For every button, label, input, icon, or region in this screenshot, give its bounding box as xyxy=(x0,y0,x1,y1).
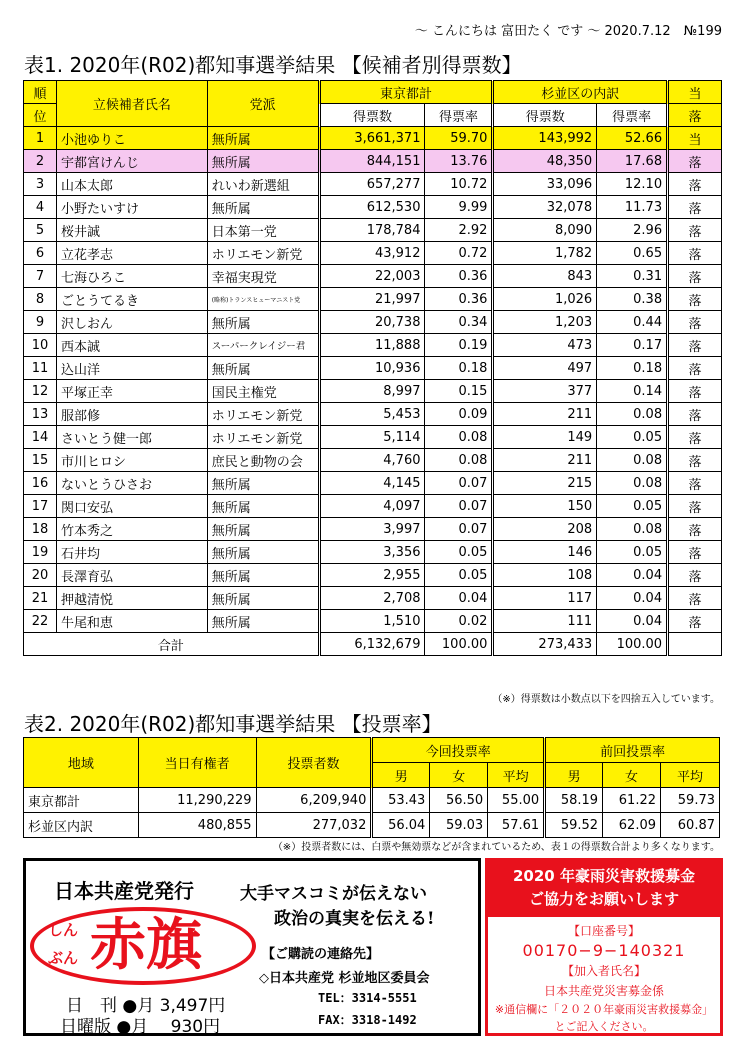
suginami-votes-cell: 117 xyxy=(493,587,597,610)
party-cell: 無所属 xyxy=(207,196,319,219)
tokyo-votes-cell: 178,784 xyxy=(319,219,425,242)
candidate-row xyxy=(24,127,722,150)
rank-cell: 11 xyxy=(24,357,57,380)
previous-female-cell: 61.22 xyxy=(603,788,661,813)
result-cell: 当 xyxy=(668,127,722,150)
rank-cell: 13 xyxy=(24,403,57,426)
tokyo-votes-cell: 844,151 xyxy=(319,150,425,173)
suginami-rate-cell: 0.05 xyxy=(597,541,668,564)
rank-cell: 10 xyxy=(24,334,57,357)
candidate-row xyxy=(24,403,722,426)
result-cell: 落 xyxy=(668,334,722,357)
suginami-votes-cell: 143,992 xyxy=(493,127,597,150)
rank-cell: 19 xyxy=(24,541,57,564)
candidate-name-cell: 宇都宮けんじ xyxy=(56,150,207,173)
tokyo-votes-cell: 21,997 xyxy=(319,288,425,311)
suginami-votes-cell: 843 xyxy=(493,265,597,288)
candidate-name-cell: 小池ゆりこ xyxy=(56,127,207,150)
suginami-rate-cell: 0.65 xyxy=(597,242,668,265)
rank-cell: 9 xyxy=(24,311,57,334)
party-cell: 無所属 xyxy=(207,150,319,173)
candidate-name-cell: 服部修 xyxy=(56,403,207,426)
contact-fax: FAX：3318-1492 xyxy=(318,1013,417,1027)
tokyo-votes-cell: 3,997 xyxy=(319,518,425,541)
account-label: 【口座番号】 xyxy=(567,924,640,938)
suginami-votes-cell: 8,090 xyxy=(493,219,597,242)
candidate-row xyxy=(24,150,722,173)
suginami-votes-cell: 149 xyxy=(493,426,597,449)
tokyo-votes-cell: 657,277 xyxy=(319,173,425,196)
suginami-votes-cell: 1,782 xyxy=(493,242,597,265)
header-rank-2: 位 xyxy=(24,104,57,127)
suginami-votes-cell: 150 xyxy=(493,495,597,518)
tokyo-rate-cell: 59.70 xyxy=(425,127,493,150)
current-female-cell: 59.03 xyxy=(430,813,488,838)
rank-cell: 5 xyxy=(24,219,57,242)
party-cell: 無所属 xyxy=(207,587,319,610)
candidate-row xyxy=(24,196,722,219)
rank-cell: 2 xyxy=(24,150,57,173)
tokyo-rate-cell: 0.34 xyxy=(425,311,493,334)
candidate-name-cell: 込山洋 xyxy=(56,357,207,380)
result-cell: 落 xyxy=(668,242,722,265)
donation-note: ※通信欄に「２０２０年豪雨災害救援募金」とご記入ください。 xyxy=(494,1003,714,1033)
candidate-row xyxy=(24,472,722,495)
page-header: ～ こんにちは 富田たく です ～ 2020.7.12 №199 xyxy=(414,24,722,39)
rank-cell: 15 xyxy=(24,449,57,472)
candidate-name-cell: 石井均 xyxy=(56,541,207,564)
candidate-row xyxy=(24,334,722,357)
candidate-row xyxy=(24,610,722,633)
result-cell: 落 xyxy=(668,196,722,219)
donation-box xyxy=(485,858,723,1036)
result-cell: 落 xyxy=(668,541,722,564)
candidate-name-cell: 七海ひろこ xyxy=(56,265,207,288)
header-suginami-rate: 得票率 xyxy=(597,104,668,127)
tokyo-rate-cell: 0.72 xyxy=(425,242,493,265)
previous-male-cell: 58.19 xyxy=(545,788,603,813)
result-cell: 落 xyxy=(668,564,722,587)
tokyo-rate-cell: 0.04 xyxy=(425,587,493,610)
tokyo-rate-cell: 0.07 xyxy=(425,518,493,541)
ballots-cell: 6,209,940 xyxy=(256,788,372,813)
previous-avg-cell: 60.87 xyxy=(661,813,720,838)
suginami-votes-cell: 211 xyxy=(493,403,597,426)
contact-org: ◇日本共産党 杉並地区委員会 xyxy=(259,971,430,986)
tokyo-votes-cell: 4,760 xyxy=(319,449,425,472)
party-cell: ホリエモン新党 xyxy=(207,426,319,449)
ballots-cell: 277,032 xyxy=(256,813,372,838)
suginami-votes-cell: 1,026 xyxy=(493,288,597,311)
contact-tel: TEL：3314-5551 xyxy=(318,991,417,1005)
result-cell: 落 xyxy=(668,311,722,334)
suginami-rate-cell: 0.04 xyxy=(597,587,668,610)
current-avg-cell: 57.61 xyxy=(488,813,545,838)
suginami-votes-cell: 208 xyxy=(493,518,597,541)
party-cell: 無所属 xyxy=(207,518,319,541)
header-result-2: 落 xyxy=(668,104,722,127)
previous-avg-cell: 59.73 xyxy=(661,788,720,813)
party-cell: れいわ新選組 xyxy=(207,173,319,196)
suginami-rate-cell: 0.05 xyxy=(597,495,668,518)
suginami-rate-cell: 0.38 xyxy=(597,288,668,311)
party-cell: 無所属 xyxy=(207,311,319,334)
party-cell: 無所属 xyxy=(207,495,319,518)
voters-cell: 11,290,229 xyxy=(138,788,256,813)
candidate-name-cell: 立花孝志 xyxy=(56,242,207,265)
candidate-name-cell: 小野たいすけ xyxy=(56,196,207,219)
candidate-name-cell: 桜井誠 xyxy=(56,219,207,242)
party-cell: 無所属 xyxy=(207,541,319,564)
candidate-name-cell: ないとうひさお xyxy=(56,472,207,495)
candidate-name-cell: 沢しおん xyxy=(56,311,207,334)
result-cell: 落 xyxy=(668,426,722,449)
suginami-votes-cell: 377 xyxy=(493,380,597,403)
tokyo-rate-cell: 0.05 xyxy=(425,564,493,587)
result-cell: 落 xyxy=(668,403,722,426)
suginami-rate-cell: 0.08 xyxy=(597,403,668,426)
suginami-rate-cell: 0.05 xyxy=(597,426,668,449)
header-ballots: 投票者数 xyxy=(256,738,372,788)
suginami-rate-cell: 0.17 xyxy=(597,334,668,357)
tokyo-votes-cell: 8,997 xyxy=(319,380,425,403)
result-cell: 落 xyxy=(668,518,722,541)
ad-publisher: 日本共産党発行 xyxy=(54,879,194,903)
suginami-rate-cell: 0.08 xyxy=(597,472,668,495)
candidate-name-cell: 市川ヒロシ xyxy=(56,449,207,472)
rank-cell: 3 xyxy=(24,173,57,196)
total-suginami-rate: 100.00 xyxy=(597,633,668,656)
candidate-row xyxy=(24,311,722,334)
party-cell: ホリエモン新党 xyxy=(207,403,319,426)
suginami-rate-cell: 2.96 xyxy=(597,219,668,242)
tokyo-rate-cell: 0.08 xyxy=(425,426,493,449)
party-cell: 無所属 xyxy=(207,564,319,587)
suginami-rate-cell: 0.08 xyxy=(597,518,668,541)
suginami-votes-cell: 48,350 xyxy=(493,150,597,173)
header-previous-turnout: 前回投票率 xyxy=(545,738,720,763)
previous-female-cell: 62.09 xyxy=(603,813,661,838)
result-cell: 落 xyxy=(668,288,722,311)
rank-cell: 4 xyxy=(24,196,57,219)
tokyo-votes-cell: 3,661,371 xyxy=(319,127,425,150)
donation-title-2: ご協力をお願いします xyxy=(528,890,679,908)
table1-note: （※）得票数は小数点以下を四捨五入しています。 xyxy=(492,694,720,705)
header-previous-male: 男 xyxy=(545,763,603,788)
candidate-row xyxy=(24,357,722,380)
party-cell: 国民主権党 xyxy=(207,380,319,403)
tokyo-votes-cell: 5,114 xyxy=(319,426,425,449)
party-cell: スーパークレイジー君 xyxy=(207,334,319,357)
header-result-1: 当 xyxy=(668,81,722,104)
rank-cell: 7 xyxy=(24,265,57,288)
logo-title: 赤旗 xyxy=(90,912,202,978)
header-tokyo-total: 東京都計 xyxy=(319,81,493,104)
total-tokyo-rate: 100.00 xyxy=(425,633,493,656)
candidate-row xyxy=(24,173,722,196)
party-cell: 無所属 xyxy=(207,357,319,380)
suginami-rate-cell: 0.04 xyxy=(597,610,668,633)
ad-slogan-2: 政治の真実を伝える! xyxy=(274,909,435,929)
candidate-name-cell: 関口安弘 xyxy=(56,495,207,518)
payee-label: 【加入者氏名】 xyxy=(561,964,646,978)
candidate-name-cell: ごとうてるき xyxy=(56,288,207,311)
result-cell: 落 xyxy=(668,265,722,288)
rank-cell: 8 xyxy=(24,288,57,311)
candidate-row xyxy=(24,564,722,587)
tokyo-rate-cell: 0.07 xyxy=(425,472,493,495)
header-suginami: 杉並区の内訳 xyxy=(493,81,668,104)
total-tokyo-votes: 6,132,679 xyxy=(319,633,425,656)
voters-cell: 480,855 xyxy=(138,813,256,838)
candidate-row xyxy=(24,288,722,311)
result-cell: 落 xyxy=(668,449,722,472)
party-cell: 無所属 xyxy=(207,610,319,633)
turnout-row xyxy=(24,788,720,813)
current-female-cell: 56.50 xyxy=(430,788,488,813)
tokyo-rate-cell: 0.36 xyxy=(425,265,493,288)
tokyo-votes-cell: 612,530 xyxy=(319,196,425,219)
previous-male-cell: 59.52 xyxy=(545,813,603,838)
result-cell: 落 xyxy=(668,219,722,242)
ad-slogan-1: 大手マスコミが伝えない xyxy=(240,884,427,904)
total-label: 合計 xyxy=(24,633,320,656)
suginami-rate-cell: 0.04 xyxy=(597,564,668,587)
candidate-results-table xyxy=(23,80,722,656)
header-rank-1: 順 xyxy=(24,81,57,104)
candidate-row xyxy=(24,265,722,288)
total-result-empty xyxy=(668,633,722,656)
tokyo-votes-cell: 4,097 xyxy=(319,495,425,518)
suginami-votes-cell: 1,203 xyxy=(493,311,597,334)
rank-cell: 6 xyxy=(24,242,57,265)
tokyo-rate-cell: 0.36 xyxy=(425,288,493,311)
candidate-row xyxy=(24,541,722,564)
header-current-female: 女 xyxy=(430,763,488,788)
suginami-rate-cell: 0.08 xyxy=(597,449,668,472)
table1-title: 表1. 2020年(R02)都知事選挙結果 【候補者別得票数】 xyxy=(24,53,522,77)
candidate-name-cell: さいとう健一郎 xyxy=(56,426,207,449)
suginami-rate-cell: 11.73 xyxy=(597,196,668,219)
current-male-cell: 53.43 xyxy=(372,788,430,813)
tokyo-votes-cell: 1,510 xyxy=(319,610,425,633)
tokyo-rate-cell: 0.09 xyxy=(425,403,493,426)
candidate-name-cell: 押越清悦 xyxy=(56,587,207,610)
rank-cell: 14 xyxy=(24,426,57,449)
current-avg-cell: 55.00 xyxy=(488,788,545,813)
logo-kana-2: ぶん xyxy=(48,949,79,967)
rank-cell: 17 xyxy=(24,495,57,518)
turnout-table xyxy=(23,737,720,838)
party-cell: 幸福実現党 xyxy=(207,265,319,288)
tokyo-rate-cell: 0.19 xyxy=(425,334,493,357)
candidate-row xyxy=(24,587,722,610)
header-tokyo-rate: 得票率 xyxy=(425,104,493,127)
price-daily: 日 刊 ●月 3,497円 xyxy=(66,996,226,1016)
suginami-votes-cell: 146 xyxy=(493,541,597,564)
header-previous-avg: 平均 xyxy=(661,763,720,788)
area-cell: 杉並区内訳 xyxy=(24,813,139,838)
tokyo-rate-cell: 0.02 xyxy=(425,610,493,633)
payee-name: 日本共産党災害募金係 xyxy=(543,984,664,998)
header-previous-female: 女 xyxy=(603,763,661,788)
rank-cell: 18 xyxy=(24,518,57,541)
candidate-row xyxy=(24,426,722,449)
donation-title-1: 2020 年豪雨災害救援募金 xyxy=(513,867,695,885)
account-number: 00170−9−140321 xyxy=(522,941,686,960)
area-cell: 東京都計 xyxy=(24,788,139,813)
tokyo-rate-cell: 9.99 xyxy=(425,196,493,219)
header-candidate-name: 立候補者氏名 xyxy=(56,81,207,127)
tokyo-rate-cell: 13.76 xyxy=(425,150,493,173)
party-cell: 庶民と動物の会 xyxy=(207,449,319,472)
result-cell: 落 xyxy=(668,495,722,518)
tokyo-votes-cell: 20,738 xyxy=(319,311,425,334)
suginami-votes-cell: 497 xyxy=(493,357,597,380)
candidate-row xyxy=(24,495,722,518)
tokyo-votes-cell: 4,145 xyxy=(319,472,425,495)
party-cell: 無所属 xyxy=(207,472,319,495)
rank-cell: 21 xyxy=(24,587,57,610)
current-male-cell: 56.04 xyxy=(372,813,430,838)
result-cell: 落 xyxy=(668,587,722,610)
tokyo-rate-cell: 0.08 xyxy=(425,449,493,472)
rank-cell: 20 xyxy=(24,564,57,587)
tokyo-votes-cell: 2,955 xyxy=(319,564,425,587)
result-cell: 落 xyxy=(668,380,722,403)
party-cell: ホリエモン新党 xyxy=(207,242,319,265)
tokyo-votes-cell: 5,453 xyxy=(319,403,425,426)
result-cell: 落 xyxy=(668,610,722,633)
price-sunday: 日曜版 ●月 930円 xyxy=(60,1017,221,1037)
suginami-votes-cell: 108 xyxy=(493,564,597,587)
suginami-rate-cell: 17.68 xyxy=(597,150,668,173)
party-cell: 日本第一党 xyxy=(207,219,319,242)
candidate-row xyxy=(24,380,722,403)
candidate-row xyxy=(24,219,722,242)
suginami-rate-cell: 52.66 xyxy=(597,127,668,150)
suginami-rate-cell: 0.18 xyxy=(597,357,668,380)
tokyo-votes-cell: 43,912 xyxy=(319,242,425,265)
candidate-name-cell: 牛尾和恵 xyxy=(56,610,207,633)
suginami-rate-cell: 0.31 xyxy=(597,265,668,288)
tokyo-rate-cell: 0.15 xyxy=(425,380,493,403)
result-cell: 落 xyxy=(668,357,722,380)
tokyo-votes-cell: 22,003 xyxy=(319,265,425,288)
suginami-rate-cell: 0.44 xyxy=(597,311,668,334)
suginami-votes-cell: 32,078 xyxy=(493,196,597,219)
header-current-male: 男 xyxy=(372,763,430,788)
tokyo-votes-cell: 3,356 xyxy=(319,541,425,564)
suginami-votes-cell: 111 xyxy=(493,610,597,633)
candidate-name-cell: 平塚正幸 xyxy=(56,380,207,403)
suginami-rate-cell: 12.10 xyxy=(597,173,668,196)
tokyo-votes-cell: 10,936 xyxy=(319,357,425,380)
candidate-row xyxy=(24,518,722,541)
party-cell: (略称)トランスヒューマニスト党 xyxy=(207,288,319,311)
candidate-name-cell: 竹本秀之 xyxy=(56,518,207,541)
header-tokyo-votes: 得票数 xyxy=(319,104,425,127)
tokyo-rate-cell: 10.72 xyxy=(425,173,493,196)
tokyo-rate-cell: 0.05 xyxy=(425,541,493,564)
contact-heading: 【ご購読の連絡先】 xyxy=(262,947,380,962)
tokyo-rate-cell: 0.07 xyxy=(425,495,493,518)
suginami-votes-cell: 33,096 xyxy=(493,173,597,196)
table2-title: 表2. 2020年(R02)都知事選挙結果 【投票率】 xyxy=(24,712,442,736)
candidate-name-cell: 西本誠 xyxy=(56,334,207,357)
header-suginami-votes: 得票数 xyxy=(493,104,597,127)
tokyo-rate-cell: 0.18 xyxy=(425,357,493,380)
total-suginami-votes: 273,433 xyxy=(493,633,597,656)
suginami-votes-cell: 211 xyxy=(493,449,597,472)
turnout-row xyxy=(24,813,720,838)
header-area: 地域 xyxy=(24,738,139,788)
rank-cell: 16 xyxy=(24,472,57,495)
candidate-row xyxy=(24,449,722,472)
candidate-name-cell: 山本太郎 xyxy=(56,173,207,196)
table2-note: （※）投票者数には、白票や無効票などが含まれているため、表１の得票数合計より多くなります。 xyxy=(272,842,720,853)
tokyo-votes-cell: 11,888 xyxy=(319,334,425,357)
suginami-rate-cell: 0.14 xyxy=(597,380,668,403)
header-voters: 当日有権者 xyxy=(138,738,256,788)
suginami-votes-cell: 473 xyxy=(493,334,597,357)
party-cell: 無所属 xyxy=(207,127,319,150)
tokyo-votes-cell: 2,708 xyxy=(319,587,425,610)
rank-cell: 1 xyxy=(24,127,57,150)
akahata-ad xyxy=(23,858,481,1036)
rank-cell: 12 xyxy=(24,380,57,403)
akahata-logo xyxy=(30,907,256,985)
candidate-row xyxy=(24,242,722,265)
rank-cell: 22 xyxy=(24,610,57,633)
header-current-turnout: 今回投票率 xyxy=(372,738,545,763)
result-cell: 落 xyxy=(668,472,722,495)
header-party: 党派 xyxy=(207,81,319,127)
candidate-name-cell: 長澤育弘 xyxy=(56,564,207,587)
header-current-avg: 平均 xyxy=(488,763,545,788)
tokyo-rate-cell: 2.92 xyxy=(425,219,493,242)
result-cell: 落 xyxy=(668,150,722,173)
logo-kana-1: しん xyxy=(48,921,79,939)
suginami-votes-cell: 215 xyxy=(493,472,597,495)
result-cell: 落 xyxy=(668,173,722,196)
